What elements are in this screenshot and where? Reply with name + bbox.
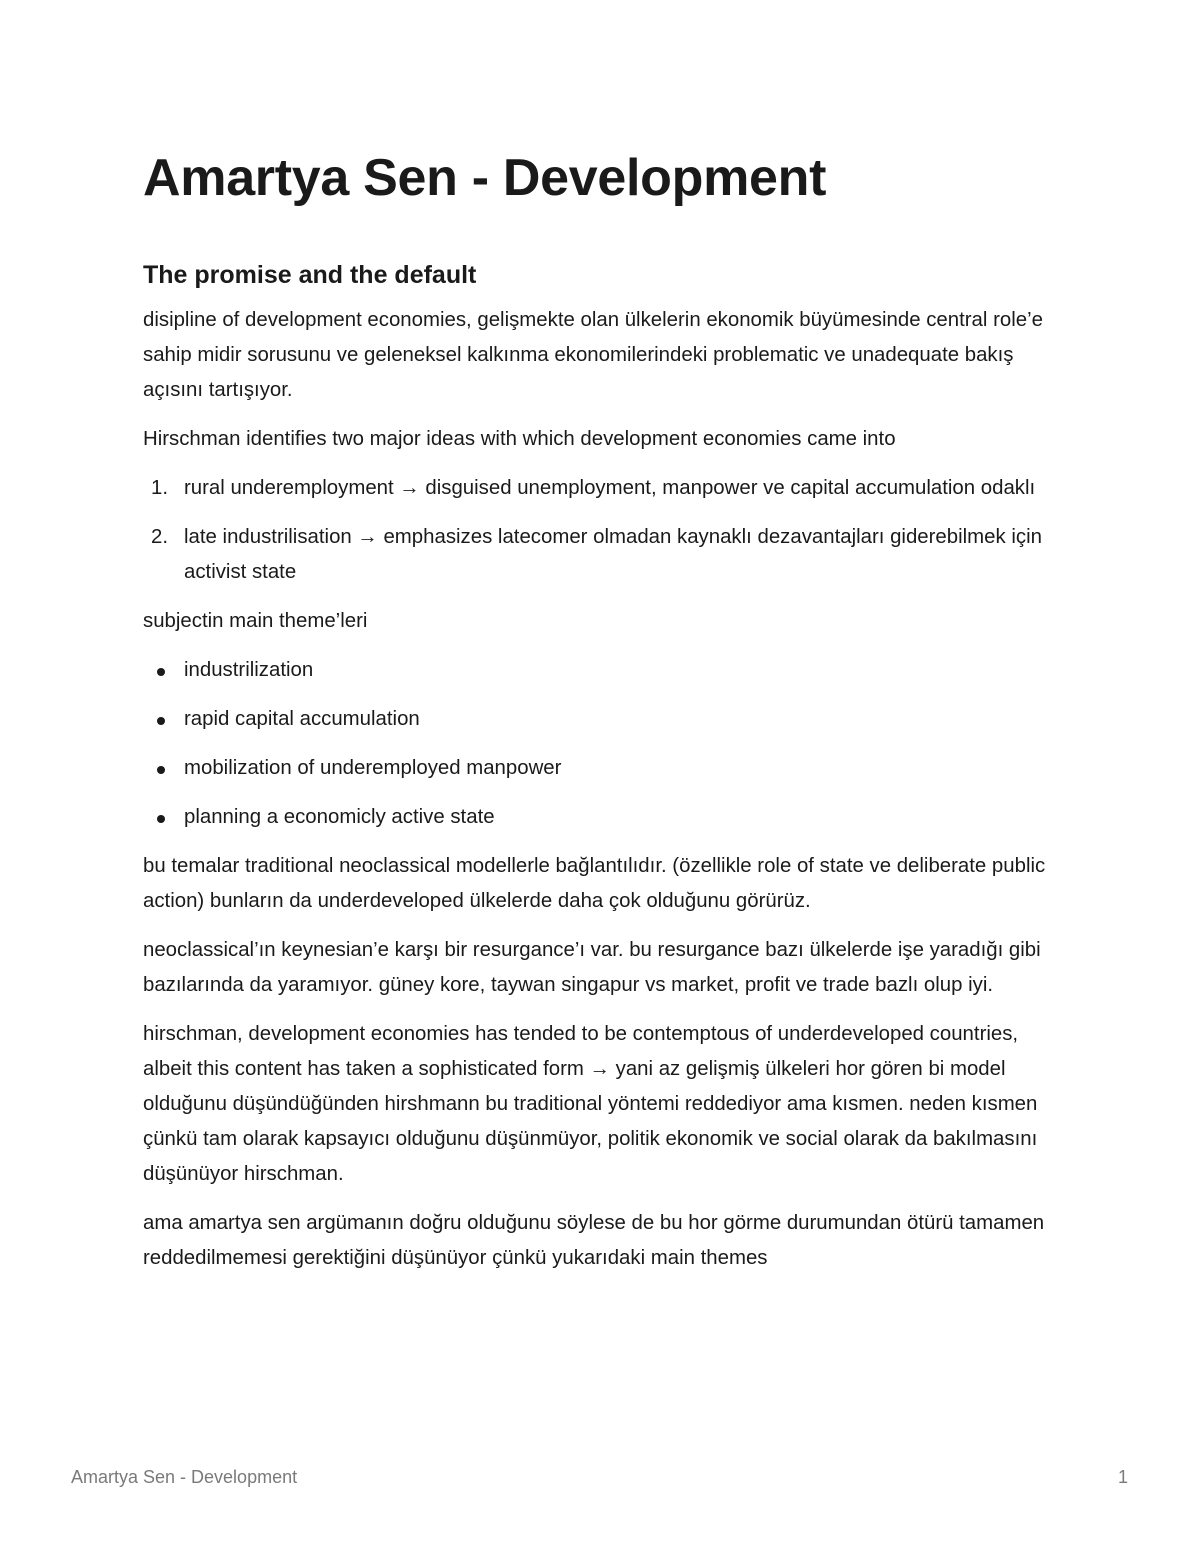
list-item-text: industrilization — [184, 659, 314, 681]
bullet-list-item — [143, 702, 1063, 737]
list-item-text: rural underemployment → disguised unemployment, manpower ve capital accumulation odaklı — [184, 477, 1036, 499]
paragraph-sen-argument: ama amartya sen argümanın doğru olduğunu söylese de bu hor görme durumundan ötürü tamamen reddedilmemesi gerektiğini düşünüyor çünkü yukarıdaki main themes — [143, 1212, 1045, 1269]
numbered-list-item — [143, 471, 1063, 506]
list-number: 1. — [151, 477, 169, 499]
paragraph-intro: disipline of development economies, gelişmekte olan ülkelerin ekonomik büyümesinde central role’e sahip midir sorusunu ve geleneksel kalkınma ekonomilerindeki problematic ve unadequate bakış açısını tartışıyor. — [143, 309, 1043, 401]
paragraph-hirschman-ideas: Hirschman identifies two major ideas with which development economies came into — [143, 428, 896, 450]
numbered-list — [143, 471, 1063, 590]
footer-title: Amartya Sen - Development — [71, 1467, 298, 1487]
list-item-text: mobilization of underemployed manpower — [184, 757, 562, 779]
bullet-list-item — [143, 800, 1063, 835]
bullet-icon — [157, 668, 165, 676]
bullet-list-item — [143, 751, 1063, 786]
page-title: Amartya Sen - Development — [143, 149, 827, 207]
paragraph-hirschman-critique: hirschman, development economies has tended to be contemptous of underdeveloped countries, albeit this content has taken a sophisticated form → yani az gelişmiş ülkeleri hor gören bi model olduğunu düşündüğünden hirshmann bu traditional yöntemi reddediyor ama kısmen. neden kısmen çünkü tam olarak kapsayıcı olduğunu düşünmüyor, politik ekonomik ve social olarak da bakılmasını düşünüyor hirschman. — [143, 1023, 1038, 1185]
paragraph-main-themes: subjectin main theme’leri — [143, 610, 368, 632]
bullet-icon — [157, 717, 165, 725]
document-body — [143, 303, 1063, 1276]
paragraph-neoclassical-link: bu temalar traditional neoclassical modellerle bağlantılıdır. (özellikle role of state ve deliberate public action) bunların da underdeveloped ülkelerde daha çok olduğunu görürüz. — [143, 855, 1046, 912]
list-item-text: rapid capital accumulation — [184, 708, 420, 730]
paragraph-resurgance: neoclassical’ın keynesian’e karşı bir resurgance’ı var. bu resurgance bazı ülkelerde işe yaradığı gibi bazılarında da yaramıyor. güney kore, taywan singapur vs market, profit ve trade bazlı olup iyi. — [143, 939, 1041, 996]
section-heading: The promise and the default — [143, 261, 477, 289]
bullet-list — [143, 653, 1063, 835]
numbered-list-item — [143, 520, 1063, 590]
bullet-icon — [157, 766, 165, 774]
list-item-text: planning a economicly active state — [184, 806, 495, 828]
list-number: 2. — [151, 526, 169, 548]
bullet-list-item — [143, 653, 1063, 688]
page-number: 1 — [1117, 1467, 1128, 1487]
bullet-icon — [157, 815, 165, 823]
list-item-text: late industrilisation → emphasizes latecomer olmadan kaynaklı dezavantajları giderebilmek için activist state — [184, 526, 1042, 583]
